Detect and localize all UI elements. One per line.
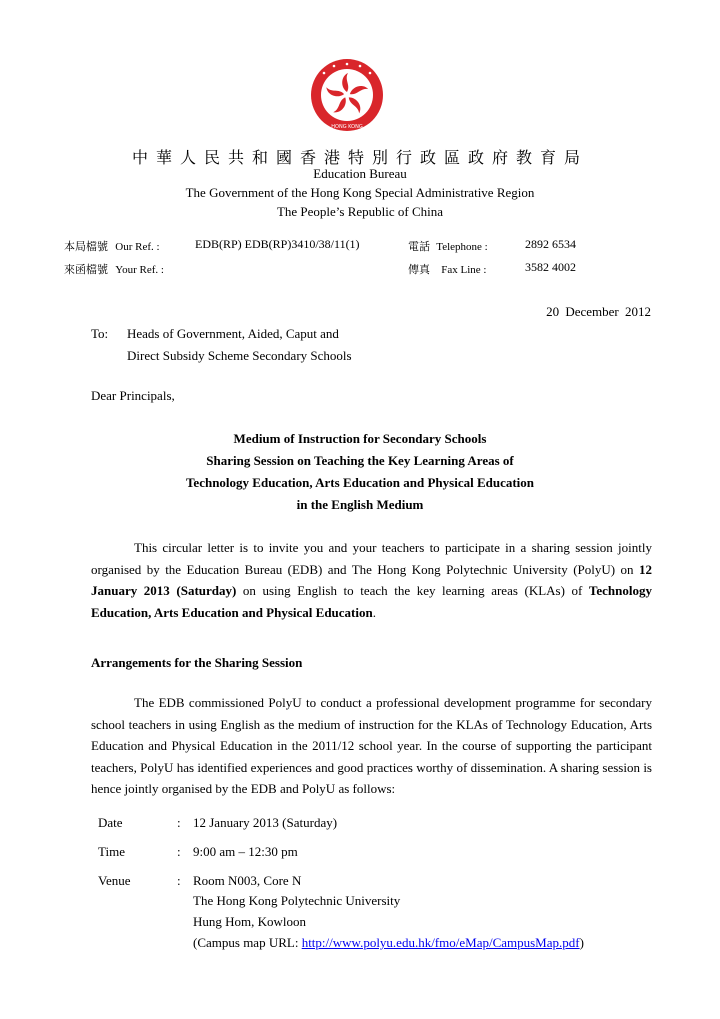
telephone-label	[408, 238, 488, 254]
our-ref-label-zh: 本局檔號	[64, 240, 108, 253]
intro-text-3: .	[372, 604, 376, 620]
venue-line-1: Room N003, Core N	[193, 873, 302, 888]
date-label: Date	[98, 815, 123, 830]
venue-colon: :	[177, 873, 181, 888]
arrangements-text: The EDB commissioned PolyU to conduct a professional development programme for secondary school teachers in using English as the medium of instruction for the KLAs of Technology Education, Arts Education and Physical Education in the 2011/12 school year. In the course of supporting the participant teachers, PolyU has identified experiences and good practices worthy of dissemination. A sharing session is hence jointly organised by the EDB and PolyU as follows:	[91, 695, 652, 796]
map-suffix: )	[579, 935, 584, 950]
fax-label	[408, 261, 486, 277]
recipient-label: To:	[91, 326, 109, 341]
letter-date: 20 December 2012	[546, 304, 651, 319]
time-colon: :	[177, 844, 181, 859]
campus-map-link[interactable]: http://www.polyu.edu.hk/fmo/eMap/CampusMap.pdf	[301, 935, 580, 950]
emblem-text: HONG KONG	[331, 124, 363, 130]
subject-line-2: Sharing Session on Teaching the Key Learning Areas of	[206, 453, 514, 468]
session-date-bold: 12 January 2013 (Saturday)	[91, 561, 652, 598]
our-ref-label-en: Our Ref. :	[115, 241, 160, 253]
campus-map-line	[193, 935, 584, 951]
subject-line-3: Technology Education, Arts Education and Physical Education	[185, 475, 535, 490]
agency-name-zh: 中華人民共和國香港特別行政區政府教育局	[131, 148, 588, 167]
your-ref-label-zh: 來函檔號	[64, 263, 108, 276]
intro-paragraph	[91, 537, 652, 623]
government-name: The Government of the Hong Kong Special Administrative Region	[185, 185, 535, 200]
agency-name-en: Education Bureau	[313, 166, 407, 181]
time-label: Time	[98, 844, 125, 859]
date-value: 12 January 2013 (Saturday)	[193, 815, 338, 830]
telephone-value: 2892 6534	[525, 237, 576, 251]
fax-label-zh: 傳真	[408, 263, 430, 276]
recipient-line-2: Direct Subsidy Scheme Secondary Schools	[127, 348, 352, 363]
recipient-line-1: Heads of Government, Aided, Caput and	[127, 326, 339, 341]
intro-text-1: This circular letter is to invite you and your teachers to participate in a sharing session jointly organised by the Education Bureau (EDB) and The Hong Kong Polytechnic University (PolyU) on	[91, 540, 652, 577]
venue-line-2: The Hong Kong Polytechnic University	[193, 893, 401, 908]
subject-line-4: in the English Medium	[296, 497, 424, 512]
hksar-emblem	[310, 58, 384, 132]
fax-value: 3582 4002	[525, 260, 576, 274]
your-ref-label-en: Your Ref. :	[115, 264, 164, 276]
country-name: The People’s Republic of China	[276, 204, 444, 219]
venue-line-3: Hung Hom, Kowloon	[193, 914, 307, 929]
venue-label: Venue	[98, 873, 131, 888]
our-ref-value: EDB(RP) EDB(RP)3410/38/11(1)	[195, 237, 360, 251]
telephone-label-zh: 電話	[408, 240, 430, 253]
our-ref-label	[64, 238, 160, 254]
telephone-label-en: Telephone :	[436, 241, 488, 253]
klas-bold: Technology Education, Arts Education and Physical Education	[91, 583, 652, 620]
time-value: 9:00 am – 12:30 pm	[193, 844, 298, 859]
subject-line-1: Medium of Instruction for Secondary Schools	[233, 431, 487, 446]
intro-text-2: on using English to teach the key learning areas (KLAs) of	[236, 583, 589, 598]
your-ref-label	[64, 261, 164, 277]
date-colon: :	[177, 815, 181, 830]
salutation: Dear Principals,	[91, 388, 175, 403]
fax-label-en: Fax Line :	[441, 264, 487, 276]
arrangements-paragraph	[91, 692, 652, 800]
map-prefix: (Campus map URL:	[193, 935, 302, 950]
arrangements-heading: Arrangements for the Sharing Session	[91, 655, 303, 670]
